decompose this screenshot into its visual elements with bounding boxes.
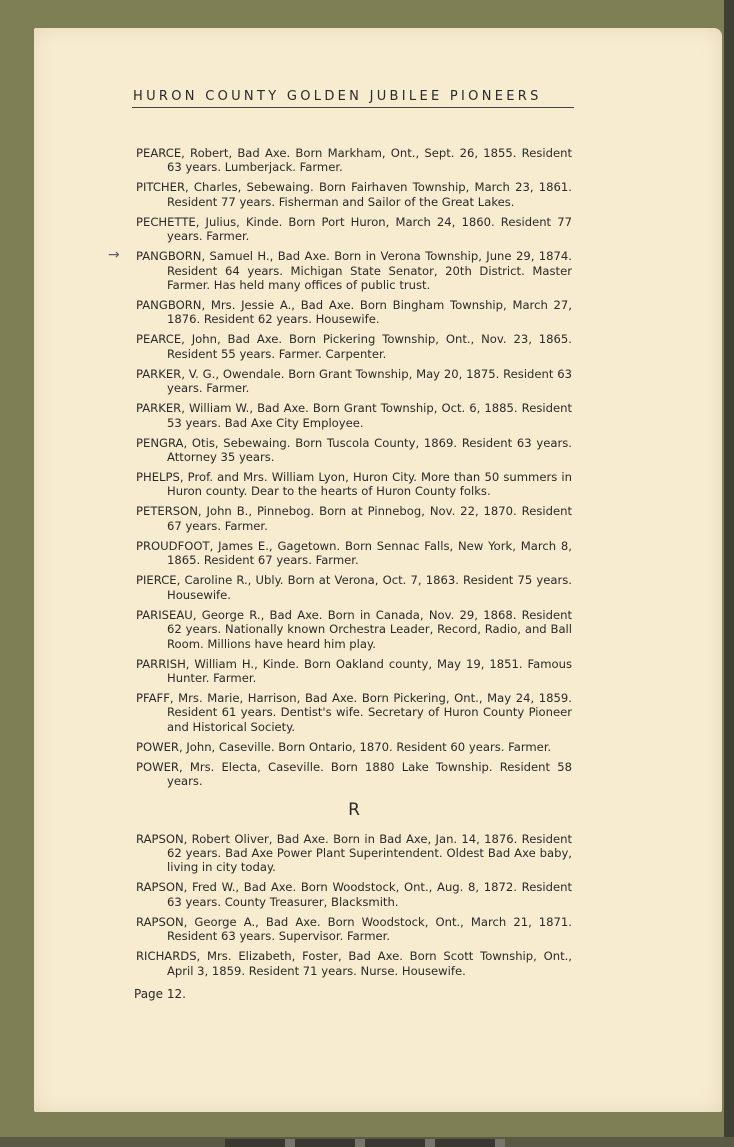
- scan-edge-marks: [225, 1139, 505, 1147]
- pioneer-entry: RAPSON, George A., Bad Axe. Born Woodstock, Ont., March 21, 1871. Resident 63 years. Supervisor. Farmer.: [136, 914, 572, 944]
- pioneer-entry: PARKER, William W., Bad Axe. Born Grant Township, Oct. 6, 1885. Resident 53 years. Bad Axe City Employee.: [136, 401, 572, 430]
- pioneer-entry: PHELPS, Prof. and Mrs. William Lyon, Huron City. More than 50 summers in Huron county. Dear to the hearts of Huron County folks.: [136, 470, 572, 499]
- pioneer-entry: PIERCE, Caroline R., Ubly. Born at Verona, Oct. 7, 1863. Resident 75 years. Housewife.: [136, 573, 572, 602]
- pioneer-entry: PARISEAU, George R., Bad Axe. Born in Canada, Nov. 29, 1868. Resident 62 years. Nationally known Orchestra Leader, Record, Radio, and Ball Room. Millions have heard him play.: [136, 607, 572, 651]
- pioneer-entry: PROUDFOOT, James E., Gagetown. Born Sennac Falls, New York, March 8, 1865. Resident 67 years. Farmer.: [136, 538, 572, 568]
- pioneer-entry: POWER, John, Caseville. Born Ontario, 1870. Resident 60 years. Farmer.: [136, 739, 552, 754]
- pioneer-entry: → PANGBORN, Samuel H., Bad Axe. Born in Verona Township, June 29, 1874. Resident 64 years. Michigan State Senator, 20th District. Master Farmer. Has held many offices of public trust.: [108, 247, 572, 293]
- pioneer-entry: PENGRA, Otis, Sebewaing. Born Tuscola County, 1869. Resident 63 years. Attorney 35 years.: [136, 435, 572, 465]
- pioneer-entry: PFAFF, Mrs. Marie, Harrison, Bad Axe. Born Pickering, Ont., May 24, 1859. Resident 61 years. Dentist's wife. Secretary of Huron County Pioneer and Historical Society.: [136, 690, 572, 734]
- book-spine: [724, 0, 734, 1147]
- header-rule: [132, 107, 574, 108]
- pioneer-entry: PITCHER, Charles, Sebewaing. Born Fairhaven Township, March 23, 1861. Resident 77 years. Fisherman and Sailor of the Great Lakes.: [136, 180, 572, 209]
- pioneer-entry: PETERSON, John B., Pinnebog. Born at Pinnebog, Nov. 22, 1870. Resident 67 years. Farmer.: [136, 504, 572, 533]
- pioneer-entry: PANGBORN, Mrs. Jessie A., Bad Axe. Born Bingham Township, March 27, 1876. Resident 62 years. Housewife.: [136, 298, 572, 327]
- pioneer-entry-list: [108, 146, 572, 984]
- section-letter-heading: R: [348, 799, 360, 820]
- handwritten-arrow-mark: →: [108, 247, 120, 264]
- pioneer-entry: RICHARDS, Mrs. Elizabeth, Foster, Bad Axe. Born Scott Township, Ont., April 3, 1859. Resident 71 years. Nurse. Housewife.: [136, 949, 572, 978]
- page-number: Page 12.: [134, 987, 186, 1001]
- page-header-title: HURON COUNTY GOLDEN JUBILEE PIONEERS: [133, 89, 542, 104]
- pioneer-entry: PEARCE, Robert, Bad Axe. Born Markham, Ont., Sept. 26, 1855. Resident 63 years. Lumberjack. Farmer.: [136, 146, 572, 175]
- pioneer-entry: POWER, Mrs. Electa, Caseville. Born 1880 Lake Township. Resident 58 years.: [136, 759, 572, 789]
- pioneer-entry: PARRISH, William H., Kinde. Born Oakland county, May 19, 1851. Famous Hunter. Farmer.: [136, 656, 572, 685]
- pioneer-entry: PEARCE, John, Bad Axe. Born Pickering Township, Ont., Nov. 23, 1865. Resident 55 years. Farmer. Carpenter.: [136, 332, 572, 361]
- pioneer-entry: RAPSON, Robert Oliver, Bad Axe. Born in Bad Axe, Jan. 14, 1876. Resident 62 years. Bad Axe Power Plant Superintendent. Oldest Bad Axe baby, living in city today.: [136, 831, 572, 875]
- pioneer-entry: RAPSON, Fred W., Bad Axe. Born Woodstock, Ont., Aug. 8, 1872. Resident 63 years. County Treasurer, Blacksmith.: [136, 880, 572, 909]
- pioneer-entry: PECHETTE, Julius, Kinde. Born Port Huron, March 24, 1860. Resident 77 years. Farmer.: [136, 214, 572, 244]
- pioneer-entry: PARKER, V. G., Owendale. Born Grant Township, May 20, 1875. Resident 63 years. Farmer.: [136, 366, 572, 396]
